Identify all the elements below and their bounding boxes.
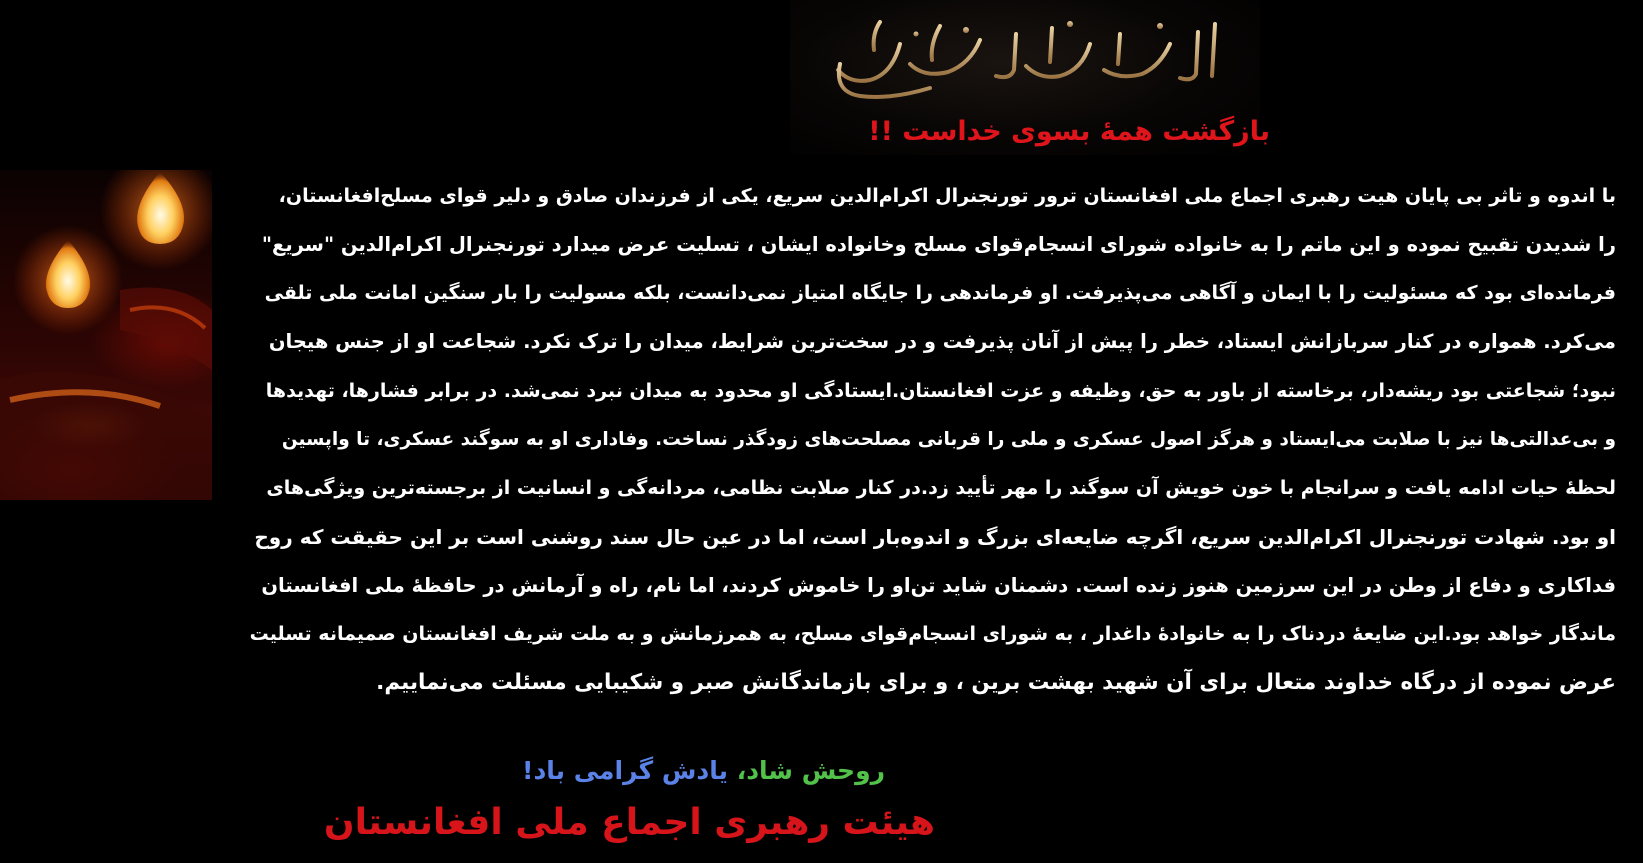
prayer-line bbox=[522, 752, 885, 790]
condolence-message bbox=[248, 172, 1616, 708]
prayer-part-blue: یادش گرامی باد! bbox=[522, 756, 728, 785]
subtitle: بازگشت همهٔ بسوی خداست !! bbox=[868, 116, 1270, 147]
calligraphy-logo bbox=[820, 4, 1240, 104]
message-line: فداکاری و دفاع از وطن در این سرزمین هنوز زنده است. دشمنان شاید تن‌او را خاموش کردند، اما نام، راه و آرمانش در حافظهٔ ملی افغانستان bbox=[261, 573, 1616, 597]
message-line: می‌کرد. همواره در کنار سربازانش ایستاد، خطر را پیش از آنان پذیرفت و در سخت‌ترین شرایط، میدان را ترک نکرد. شجاعت او از جنس هیجان bbox=[268, 330, 1616, 354]
message-line: ماندگار خواهد بود.این ضایعهٔ دردناک را به خانوادهٔ داغدار ، به شورای انسجام‌قوای مسلح، به همرزمانش و به ملت شریف افغانستان صمیمانه تسلیت bbox=[249, 623, 1616, 646]
message-line: با اندوه و تاثر بی پایان هیت رهبری اجماع ملی افغانستان ترور تورنجنرال اکرام‌الدین سریع، یکی از فرزندان صادق و دلیر قوای مسلح‌افغانستان، bbox=[278, 185, 1616, 207]
candle-flames-icon bbox=[0, 170, 212, 500]
message-line: و بی‌عدالتی‌ها نیز با صلابت می‌ایستاد و هرگز اصول عسکری و ملی را قربانی مصلحت‌های زودگذر نساخت. وفاداری او به سوگند عسکری، تا واپسین bbox=[281, 428, 1616, 450]
message-line: نبود؛ شجاعتی بود ریشه‌دار، برخاسته از باور به حق، وظیفه و عزت افغانستان.ایستادگی او محدود به میدان نبرد نمی‌شد. در برابر فشارها، تهدیدها bbox=[265, 379, 1616, 402]
message-line: فرمانده‌ای بود که مسئولیت را با ایمان و آگاهی می‌پذیرفت. او فرماندهی را جایگاه امتیاز نمی‌دانست، بلکه مسولیت را بار سنگین امانت ملی تلقی bbox=[264, 282, 1616, 305]
message-line: را شدیدن تقبیح نموده و این ماتم را به خانواده شورای انسجام‌قوای مسلح وخانواده ایشان ، تسلیت عرض میدارد تورنجنرال اکرام‌الدین "سریع" bbox=[261, 232, 1616, 256]
message-line: لحظهٔ حیات ادامه یافت و سرانجام با خون خویش آن سوگند را مهر تأیید زد.در کنار صلابت نظامی، مردانه‌گی و انسانیت از برجسته‌ترین ویژگی‌های bbox=[266, 477, 1616, 500]
prayer-part-green: روحش شاد، bbox=[728, 756, 885, 785]
candles-image bbox=[0, 170, 212, 500]
signature: هیئت رهبری اجماع ملی افغانستان bbox=[323, 802, 935, 843]
message-line: او بود. شهادت تورنجنرال اکرام‌الدین سریع، اگرچه ضایعه‌ای بزرگ و اندوه‌بار است، اما در عین حال سند روشنی است بر این حقیقت که روح bbox=[254, 524, 1616, 549]
message-line: عرض نموده از درگاه خداوند متعال برای آن شهید بهشت برین ، و برای بازماندگانش صبر و شکیبایی مسئلت می‌نماییم. bbox=[376, 670, 1616, 696]
